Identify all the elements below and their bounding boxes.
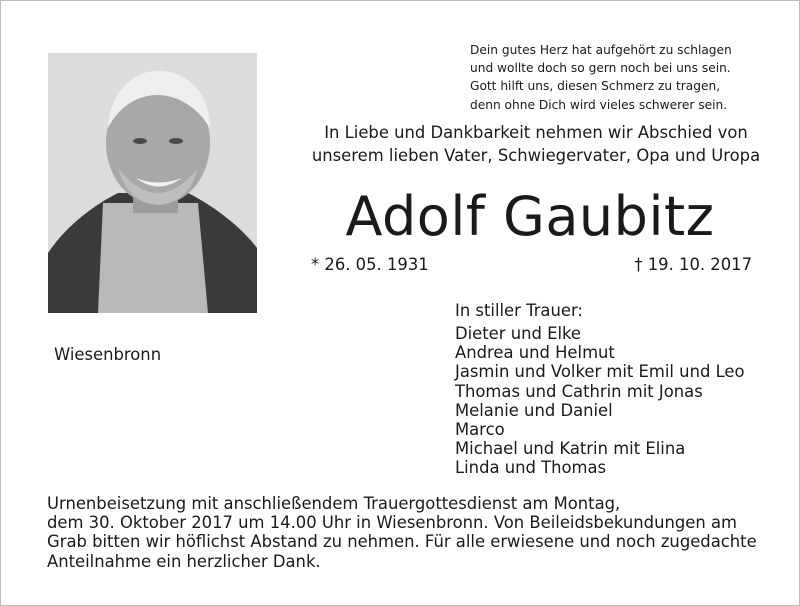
portrait-illustration — [48, 53, 257, 313]
mourner-entry: Andrea und Helmut — [455, 343, 615, 363]
mourner-entry: Michael und Katrin mit Elina — [455, 439, 686, 459]
mourner-entry: Marco — [455, 420, 505, 440]
birth-date: * 26. 05. 1931 — [311, 255, 429, 274]
intro-line: unserem lieben Vater, Schwiegervater, Opa und Uropa — [311, 146, 761, 165]
mourner-entry: Dieter und Elke — [455, 324, 582, 343]
mourners-list — [455, 324, 745, 478]
mourner-entry: Melanie und Daniel — [455, 400, 613, 420]
death-date: † 19. 10. 2017 — [634, 255, 752, 274]
deceased-name: Adolf Gaubitz — [345, 185, 715, 248]
memorial-poem — [470, 41, 760, 114]
mourner-entry: Linda und Thomas — [455, 458, 607, 478]
poem-line: denn ohne Dich wird vieles schwerer sein. — [470, 97, 728, 112]
poem-line: Dein gutes Herz hat aufgehört zu schlagen — [470, 43, 732, 57]
funeral-information — [47, 494, 767, 571]
footer-line: Grab bitten wir höflichst Abstand zu nehmen. Für alle erwiesene und noch zugedachte — [47, 532, 757, 552]
poem-line: und wollte doch so gern noch bei uns sein. — [470, 61, 731, 76]
footer-line: Urnenbeisetzung mit anschließendem Trauergottesdienst am Montag, — [47, 494, 621, 513]
footer-line: Anteilnahme ein herzlicher Dank. — [47, 551, 321, 571]
intro-text — [311, 121, 761, 167]
hometown: Wiesenbronn — [54, 345, 162, 364]
mourner-entry: Jasmin und Volker mit Emil und Leo — [455, 362, 745, 382]
poem-line: Gott hilft uns, diesen Schmerz zu tragen, — [470, 79, 721, 94]
intro-line: In Liebe und Dankbarkeit nehmen wir Abschied von — [324, 123, 748, 142]
footer-line: dem 30. Oktober 2017 um 14.00 Uhr in Wiesenbronn. Von Beileidsbekundungen am — [47, 513, 737, 533]
mourner-entry: Thomas und Cathrin mit Jonas — [455, 381, 703, 401]
portrait-photo — [48, 53, 257, 313]
mourners-heading: In stiller Trauer: — [455, 301, 583, 320]
